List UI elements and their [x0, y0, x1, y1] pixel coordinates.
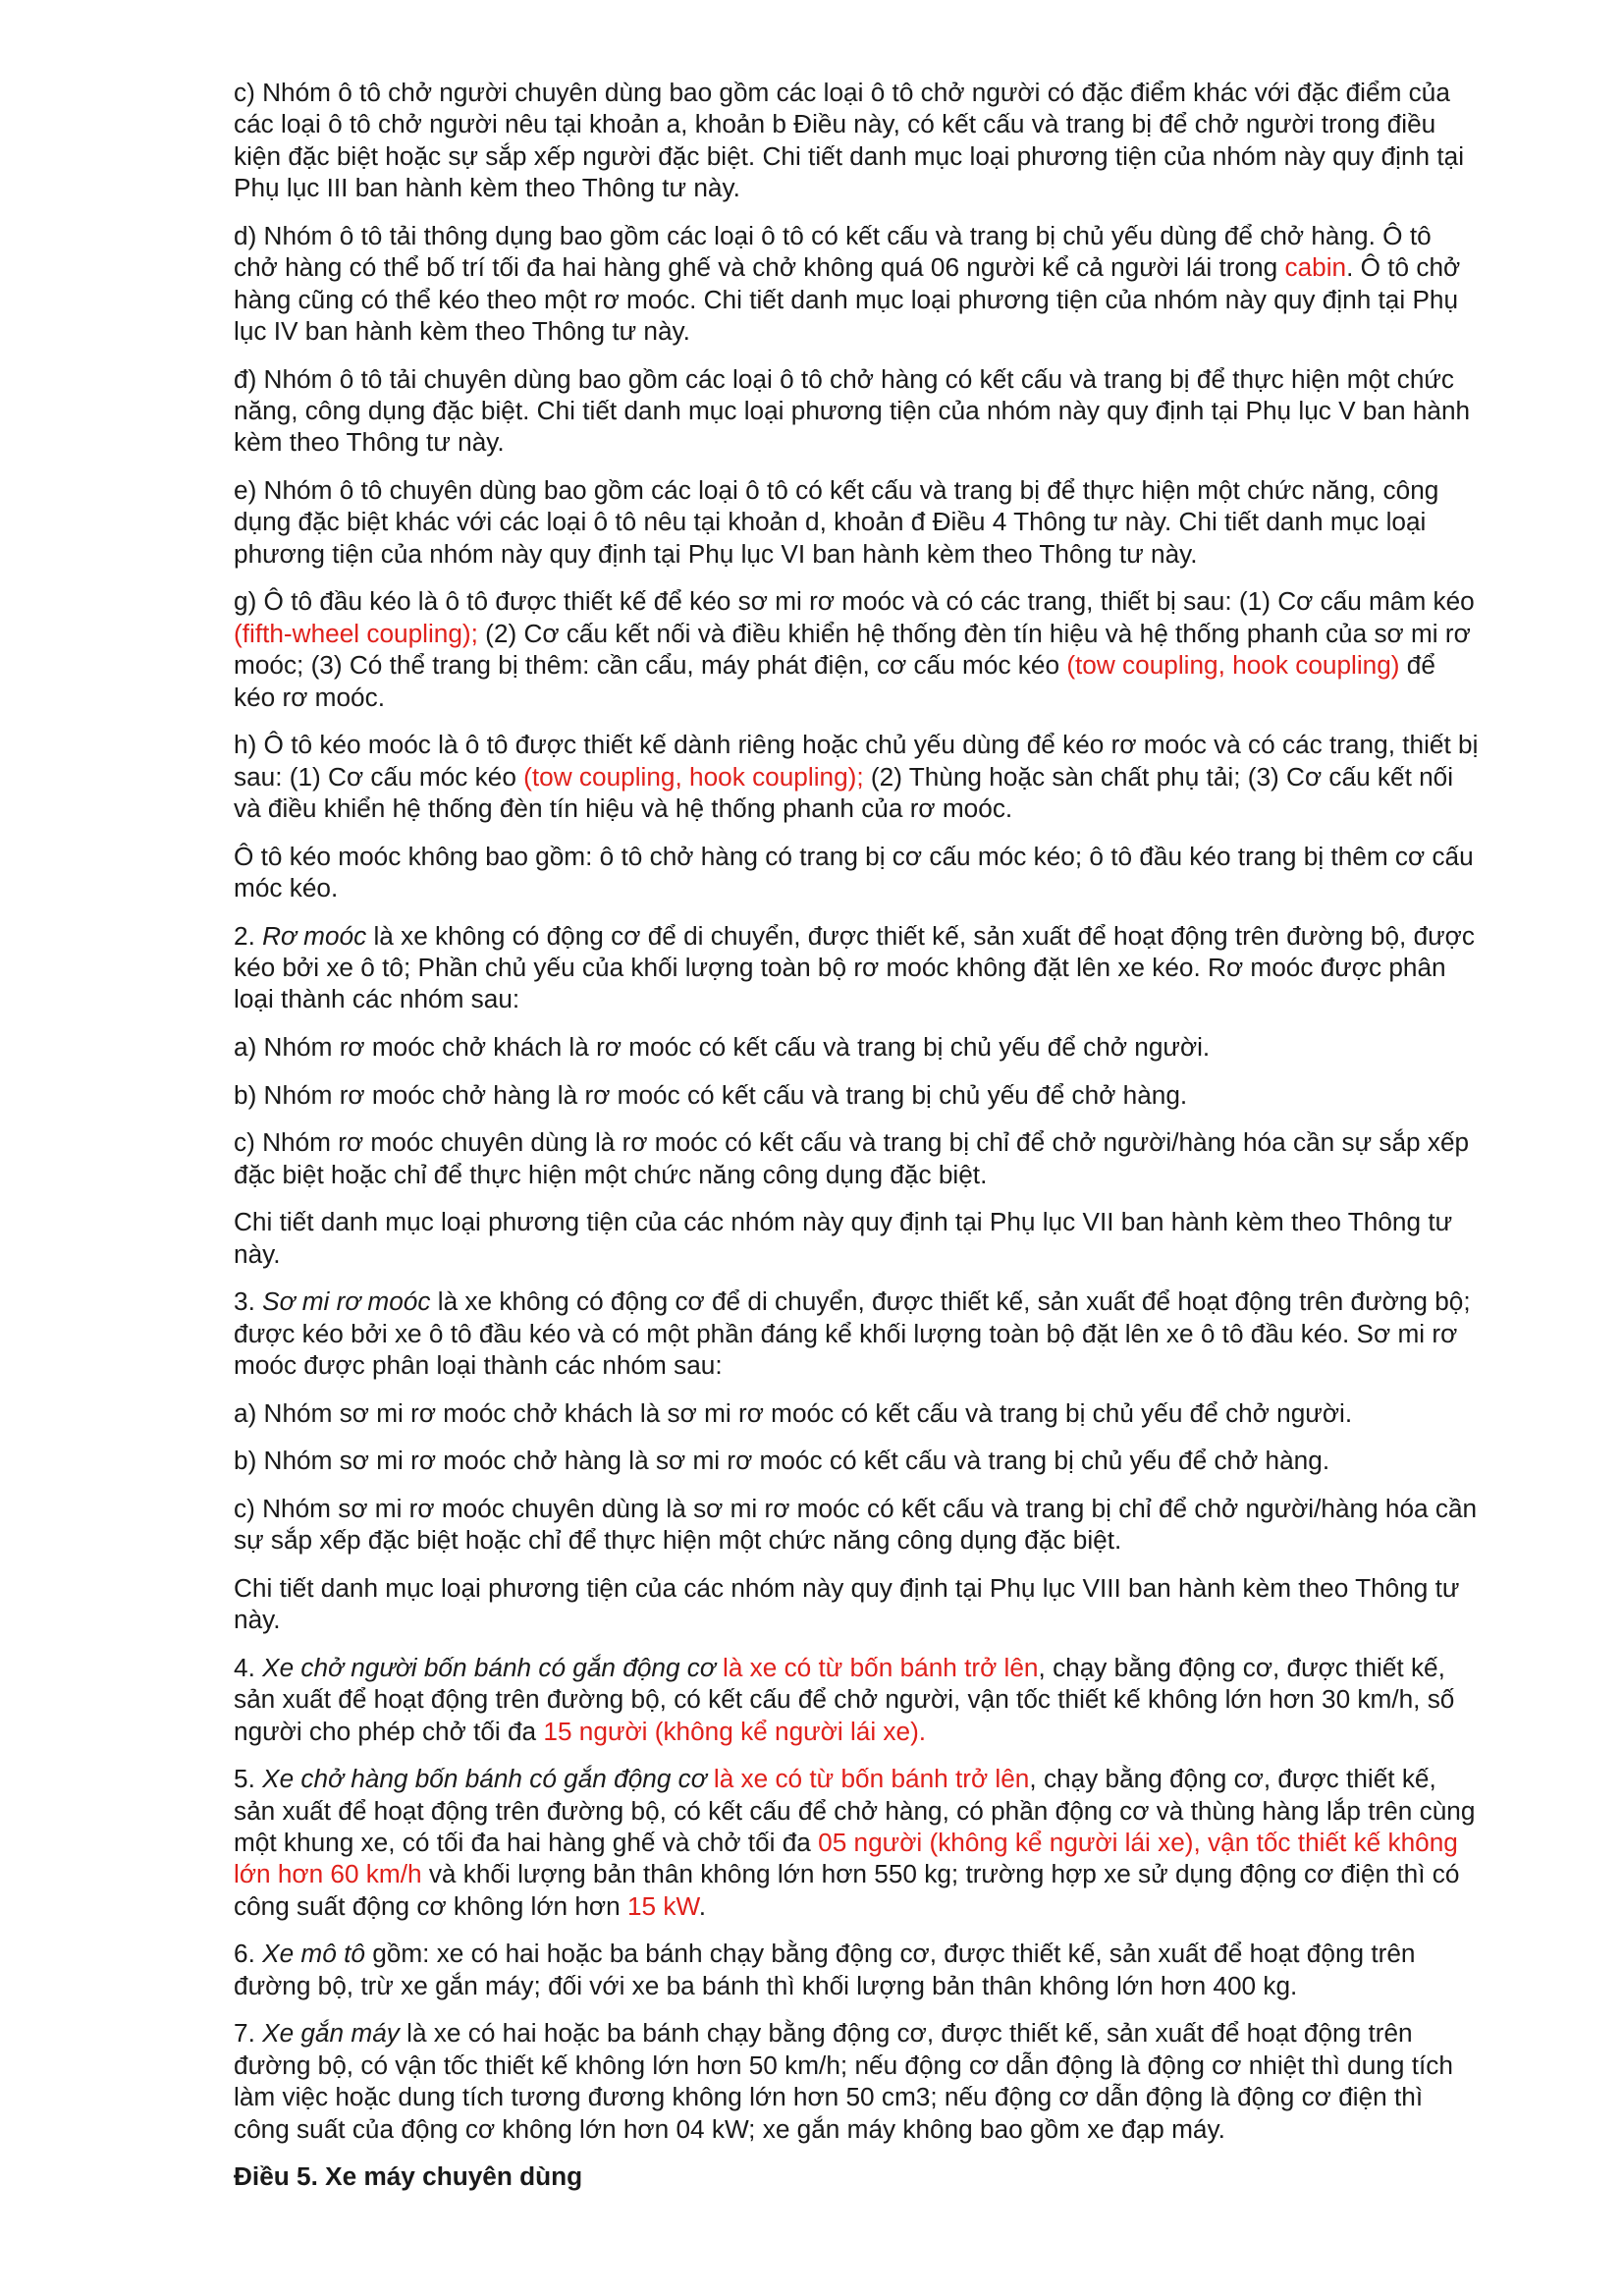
text-run: 6.: [234, 1939, 263, 1969]
paragraph: [234, 1493, 1481, 1557]
text-run: c) Nhóm ô tô chở người chuyên dùng bao gồm các loại ô tô chở người có đặc điểm khác với đặc điểm của các loại ô tô chở người nêu tại khoản a, khoản b Điều này, có kết cấu và trang bị để chở người trong điều kiện đặc biệt hoặc sự sắp xếp người đặc biệt. Chi tiết danh mục loại phương tiện của nhóm này quy định tại Phụ lục III ban hành kèm theo Thông tư này.: [234, 78, 1465, 203]
paragraph: [234, 1206, 1481, 1270]
text-run: 5.: [234, 1764, 263, 1794]
highlighted-text: (tow coupling, hook coupling): [1066, 650, 1400, 681]
text-run: , chạy bằng động cơ, được thiết kế, sản xuất để hoạt động trên đường bộ, có kết cấu để chở hàng, có phần động cơ và thùng hàng lắp trên cùng một khung xe, có tối đa hai hàng ghế và chở tối đa: [234, 1764, 1476, 1858]
document-page: [234, 77, 1481, 2209]
text-run: [707, 1764, 714, 1793]
text-run: a) Nhóm sơ mi rơ moóc chở khách là sơ mi rơ moóc có kết cấu và trang bị chủ yếu để chở người.: [234, 1397, 1353, 1428]
highlighted-text: là xe có từ bốn bánh trở lên: [713, 1764, 1030, 1794]
text-run: e) Nhóm ô tô chuyên dùng bao gồm các loại ô tô có kết cấu và trang bị để thực hiện một chức năng, công dụng đặc biệt khác với các loại ô tô nêu tại khoản d, khoản đ Điều 4 Thông tư này. Chi tiết danh mục loại phương tiện của nhóm này quy định tại Phụ lục VI ban hành kèm theo Thông tư này.: [234, 475, 1439, 569]
paragraph: [234, 1285, 1481, 1381]
italic-term: Sơ mi rơ moóc: [262, 1286, 431, 1317]
italic-term: Xe gắn máy: [262, 2018, 400, 2049]
text-run: gồm: xe có hai hoặc ba bánh chạy bằng động cơ, được thiết kế, sản xuất để hoạt động trên đường bộ, trừ xe gắn máy; đối với xe ba bánh thì khối lượng bản thân không lớn hơn 400 kg.: [234, 1939, 1416, 2000]
italic-term: Rơ moóc: [262, 920, 367, 951]
italic-term: Xe chở người bốn bánh có gắn động cơ: [262, 1652, 716, 1682]
text-run: 4.: [234, 1652, 263, 1682]
text-run: là xe không có động cơ để di chuyển, được thiết kế, sản xuất để hoạt động trên đường bộ; được kéo bởi xe ô tô đầu kéo và có một phần đáng kể khối lượng toàn bộ đặt lên xe ô tô đầu kéo. Sơ mi rơ moóc được phân loại thành các nhóm sau:: [234, 1286, 1471, 1381]
text-run: và khối lượng bản thân không lớn hơn 550 kg; trường hợp xe sử dụng động cơ điện thì có công suất động cơ không lớn hơn: [234, 1859, 1460, 1921]
text-run: Điều 5. Xe máy chuyên dùng: [234, 2161, 583, 2192]
paragraph: [234, 1397, 1481, 1429]
paragraph: [234, 1126, 1481, 1190]
text-run: để kéo rơ moóc.: [234, 650, 1435, 712]
text-run: c) Nhóm rơ moóc chuyên dùng là rơ moóc có kết cấu và trang bị chỉ để chở người/hàng hóa cần sự sắp xếp đặc biệt hoặc chỉ để thực hiện một chức năng công dụng đặc biệt.: [234, 1127, 1470, 1189]
text-run: 2.: [234, 920, 263, 951]
text-run: 3.: [234, 1286, 263, 1317]
highlighted-text: là xe có từ bốn bánh trở lên: [723, 1652, 1039, 1682]
text-run: là xe có hai hoặc ba bánh chạy bằng động cơ, được thiết kế, sản xuất để hoạt động trên đường bộ, có vận tốc thiết kế không lớn hơn 50 km/h; nếu động cơ dẫn động là động cơ nhiệt thì dung tích làm việc hoặc dung tích tương đương không lớn hơn 50 cm3; nếu động cơ dẫn động là động cơ điện thì công suất của động cơ không lớn hơn 04 kW; xe gắn máy không bao gồm xe đạp máy.: [234, 2018, 1453, 2144]
text-run: a) Nhóm rơ moóc chở khách là rơ moóc có kết cấu và trang bị chủ yếu để chở người.: [234, 1032, 1211, 1063]
italic-term: Xe chở hàng bốn bánh có gắn động cơ: [262, 1764, 707, 1794]
highlighted-text: (fifth-wheel coupling);: [234, 618, 478, 648]
text-run: b) Nhóm rơ moóc chở hàng là rơ moóc có kết cấu và trang bị chủ yếu để chở hàng.: [234, 1079, 1188, 1110]
text-run: h) Ô tô kéo moóc là ô tô được thiết kế dành riêng hoặc chủ yếu dùng để kéo rơ moóc và có các trang, thiết bị sau: (1) Cơ cấu móc kéo: [234, 730, 1479, 792]
paragraph: [234, 841, 1481, 904]
text-run: d) Nhóm ô tô tải thông dụng bao gồm các loại ô tô có kết cấu và trang bị chủ yếu dùng để chở hàng. Ô tô chở hàng có thể bố trí tối đa hai hàng ghế và chở không quá 06 người kể cả người lái trong: [234, 220, 1432, 283]
section-heading: [234, 2160, 1481, 2192]
italic-term: Xe mô tô: [262, 1939, 365, 1969]
highlighted-text: 15 người (không kể người lái xe).: [543, 1716, 927, 1746]
text-run: Chi tiết danh mục loại phương tiện của các nhóm này quy định tại Phụ lục VIII ban hành kèm theo Thông tư này.: [234, 1572, 1460, 1635]
text-run: c) Nhóm sơ mi rơ moóc chuyên dùng là sơ mi rơ moóc có kết cấu và trang bị chỉ để chở người/hàng hóa cần sự sắp xếp đặc biệt hoặc chỉ để thực hiện một chức năng công dụng đặc biệt.: [234, 1493, 1478, 1556]
paragraph: [234, 585, 1481, 713]
paragraph: [234, 2017, 1481, 2145]
text-run: đ) Nhóm ô tô tải chuyên dùng bao gồm các loại ô tô chở hàng có kết cấu và trang bị để thực hiện một chức năng, công dụng đặc biệt. Chi tiết danh mục loại phương tiện của nhóm này quy định tại Phụ lục V ban hành kèm theo Thông tư này.: [234, 363, 1471, 458]
paragraph: [234, 1445, 1481, 1476]
text-run: 7.: [234, 2018, 263, 2049]
text-run: Chi tiết danh mục loại phương tiện của các nhóm này quy định tại Phụ lục VII ban hành kèm theo Thông tư này.: [234, 1207, 1453, 1269]
text-run: , chạy bằng động cơ, được thiết kế, sản xuất để hoạt động trên đường bộ, có kết cấu để chở người, vận tốc thiết kế không lớn hơn 30 km/h, số người cho phép chở tối đa: [234, 1652, 1455, 1746]
paragraph: [234, 920, 1481, 1015]
highlighted-text: 05 người (không kể người lái xe), vận tốc thiết kế không lớn hơn 60 km/h: [234, 1828, 1458, 1889]
text-run: (2) Thùng hoặc sàn chất phụ tải; (3) Cơ cấu kết nối và điều khiển hệ thống đèn tín hiệu và hệ thống phanh của rơ moóc.: [234, 761, 1454, 824]
text-run: . Ô tô chở hàng cũng có thể kéo theo một rơ moóc. Chi tiết danh mục loại phương tiện của nhóm này quy định tại Phụ lục IV ban hành kèm theo Thông tư này.: [234, 252, 1461, 347]
text-run: .: [698, 1890, 707, 1921]
highlighted-text: cabin: [1284, 252, 1347, 283]
paragraph: [234, 1572, 1481, 1636]
paragraph: [234, 77, 1481, 204]
highlighted-text: 15 kW: [626, 1890, 699, 1921]
text-run: (2) Cơ cấu kết nối và điều khiển hệ thống đèn tín hiệu và hệ thống phanh của sơ mi rơ moóc; (3) Có thể trang bị thêm: cần cẩu, máy phát điện, cơ cấu móc kéo: [234, 618, 1471, 681]
paragraph: [234, 1079, 1481, 1111]
paragraph: [234, 1938, 1481, 2001]
text-run: b) Nhóm sơ mi rơ moóc chở hàng là sơ mi rơ moóc có kết cấu và trang bị chủ yếu để chở hàng.: [234, 1446, 1330, 1476]
paragraph: [234, 363, 1481, 459]
paragraph: [234, 729, 1481, 824]
paragraph: [234, 1031, 1481, 1063]
text-run: g) Ô tô đầu kéo là ô tô được thiết kế để kéo sơ mi rơ moóc và có các trang, thiết bị sau: (1) Cơ cấu mâm kéo: [234, 586, 1475, 617]
paragraph: [234, 474, 1481, 570]
paragraph: [234, 220, 1481, 348]
highlighted-text: (tow coupling, hook coupling);: [523, 761, 864, 792]
paragraph: [234, 1652, 1481, 1747]
text-run: Ô tô kéo moóc không bao gồm: ô tô chở hàng có trang bị cơ cấu móc kéo; ô tô đầu kéo trang bị thêm cơ cấu móc kéo.: [234, 841, 1474, 903]
paragraph: [234, 1763, 1481, 1922]
text-run: là xe không có động cơ để di chuyển, được thiết kế, sản xuất để hoạt động trên đường bộ, được kéo bởi xe ô tô; Phần chủ yếu của khối lượng toàn bộ rơ moóc không đặt lên xe kéo. Rơ moóc được phân loại thành các nhóm sau:: [234, 920, 1475, 1014]
text-run: [716, 1653, 723, 1682]
